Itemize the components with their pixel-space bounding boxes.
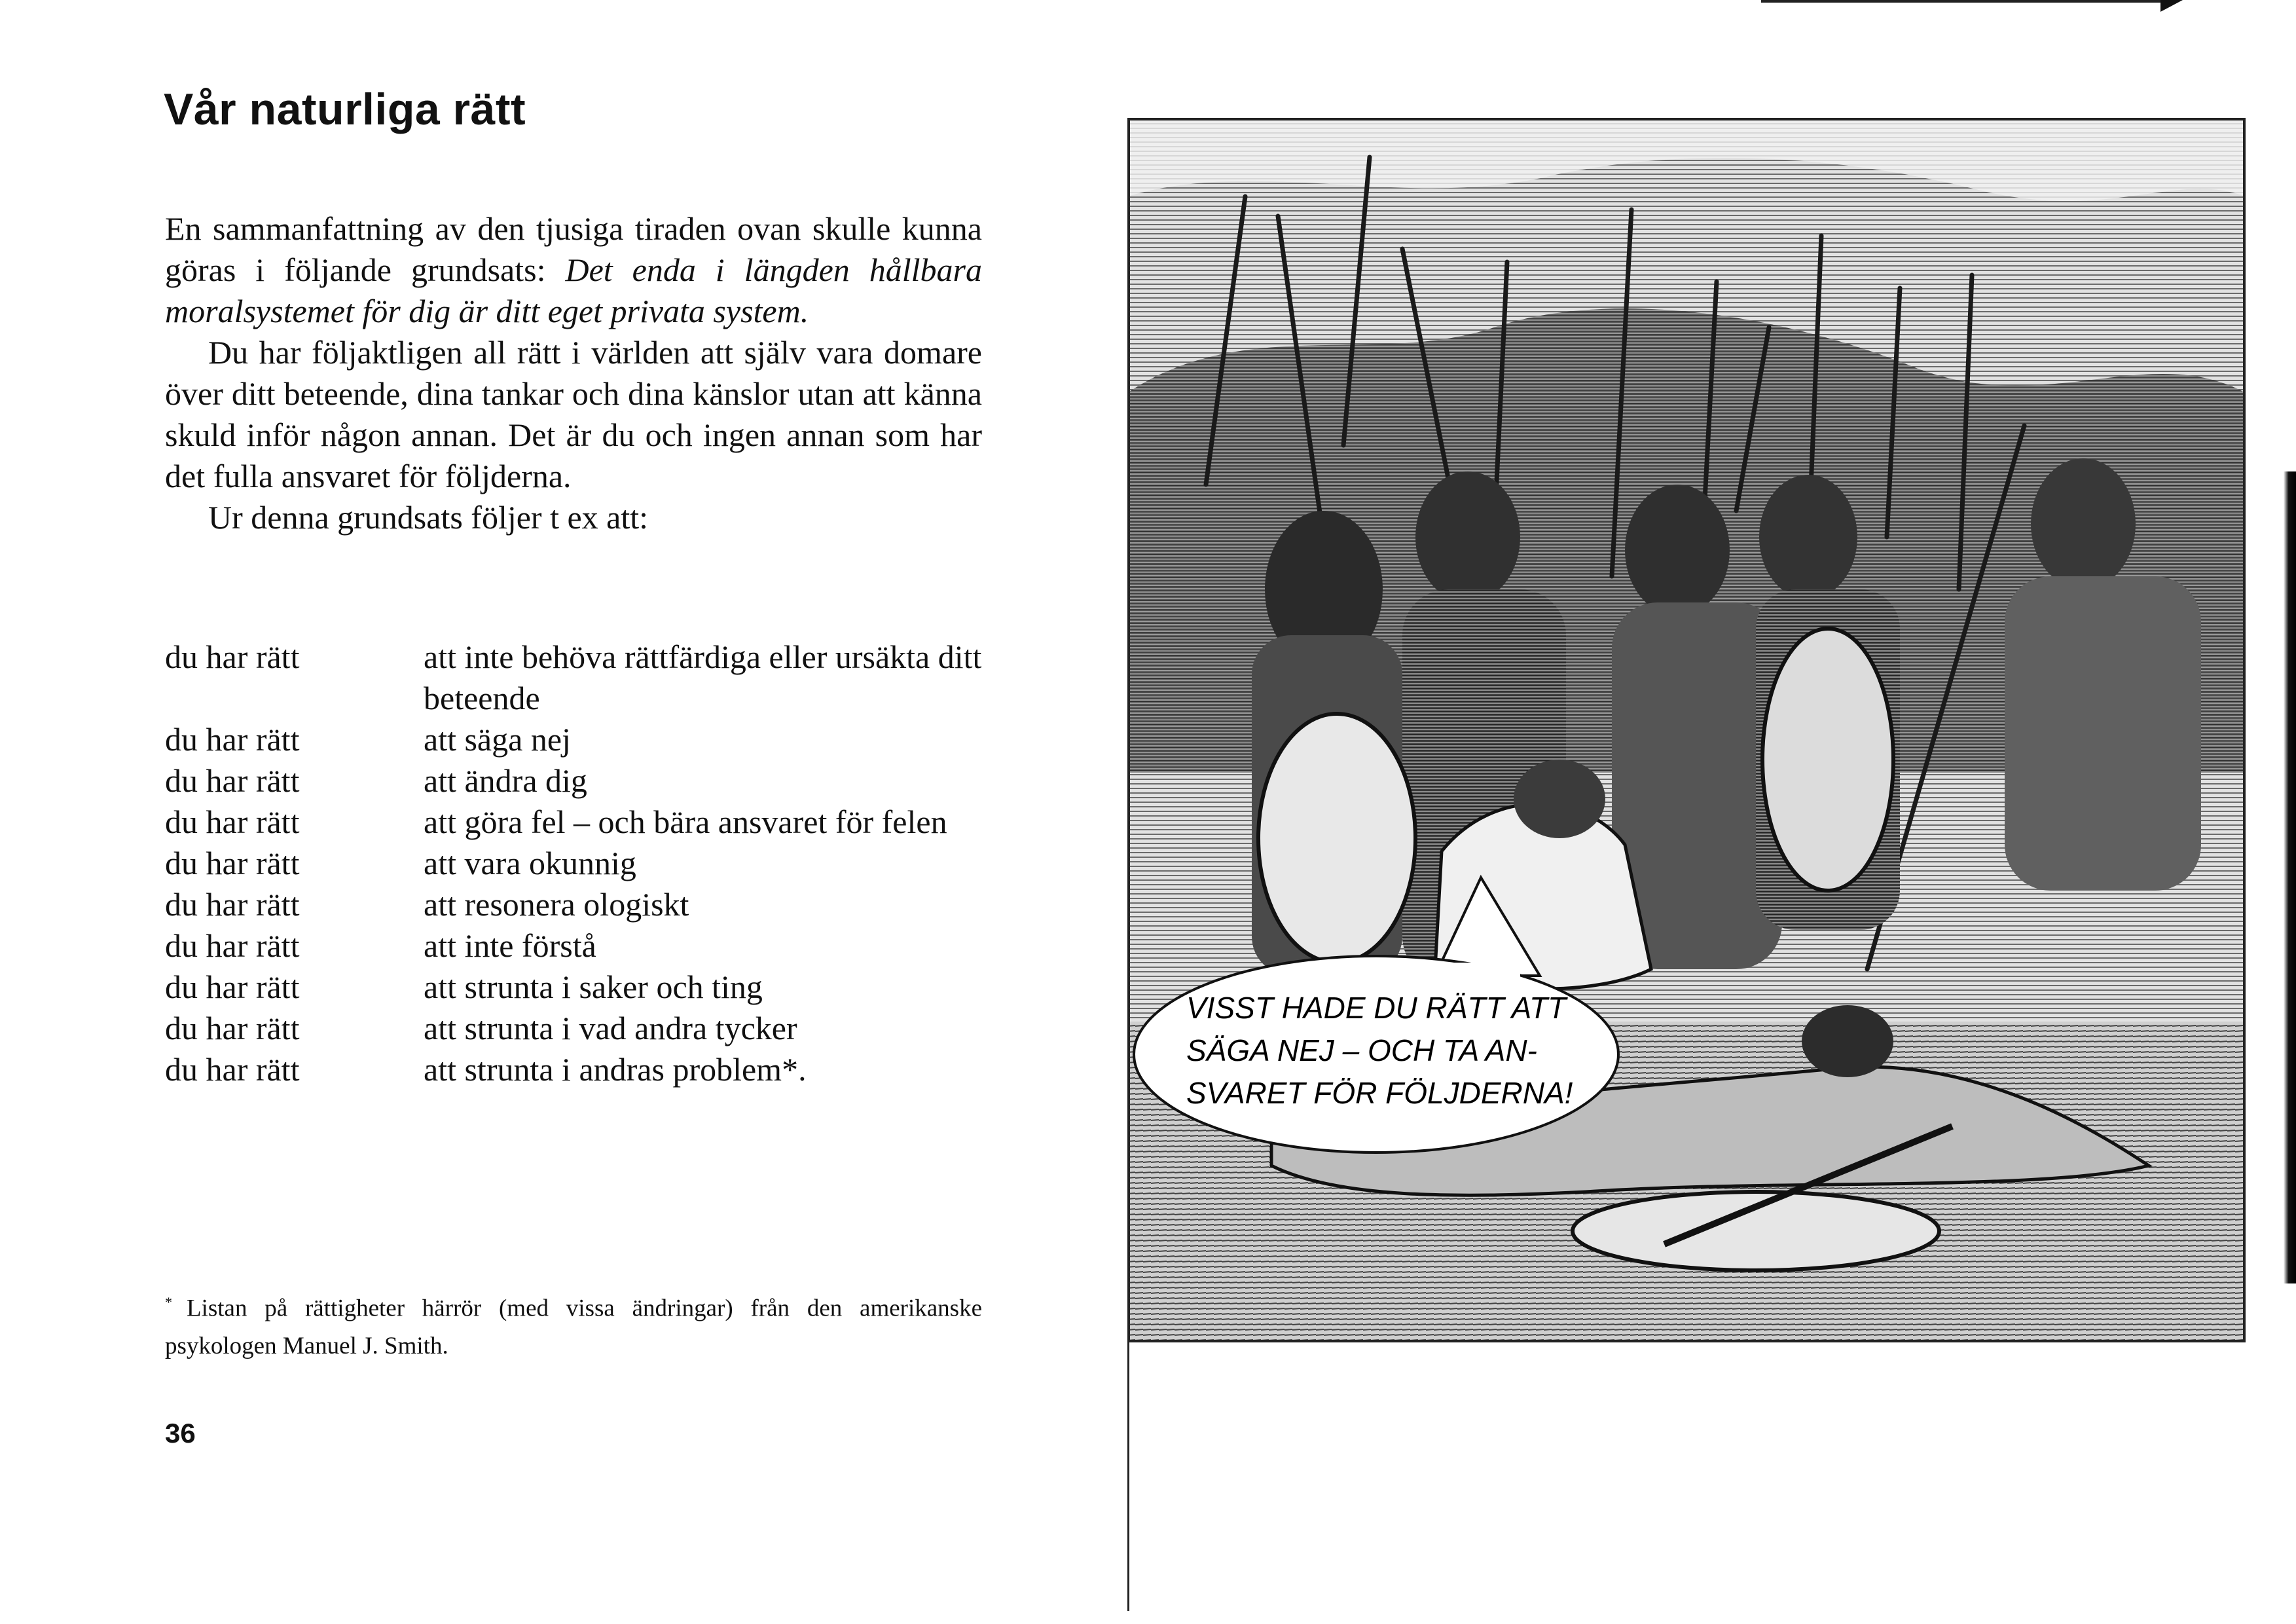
body-text [165,208,982,538]
right-text: att strunta i vad andra tycker [424,1010,797,1046]
list-item [165,884,982,925]
paragraph-summary-italic: Det enda i längden hållbara moralsystemet för dig är ditt eget privata system. [165,251,982,329]
right-text: att göra fel – och bära ansvaret för felen [424,803,947,840]
paragraph-rights: Du har följaktligen all rätt i världen att själv vara domare över ditt beteende, dina tankar och dina känslor utan att känna skuld inför någon annan. Det är du och ingen annan som har det fulla ansvaret för följderna. [165,334,982,494]
left-page [0,0,1126,1624]
list-item [165,802,982,843]
right-head: du har rätt [165,886,300,923]
right-head: du har rätt [165,638,300,675]
footnote [165,1283,982,1365]
paragraph-summary [165,208,982,332]
right-head: du har rätt [165,803,300,840]
speech-bubble-line-1: VISST HADE DU RÄTT ATT [1186,991,1567,1025]
engraving-warrior-head [1514,760,1605,838]
speech-bubble-line-2: SÄGA NEJ – OCH TA AN- [1186,1033,1537,1067]
list-item [165,967,982,1008]
right-head: du har rätt [165,1051,300,1088]
right-head: du har rätt [165,845,300,881]
page-number: 36 [165,1418,196,1449]
right-text: att inte behöva rättfärdiga eller ursäkta ditt beteende [424,638,982,716]
right-text: att vara okunnig [424,845,636,881]
engraving-illustration [1127,118,2246,1342]
right-head: du har rätt [165,762,300,799]
right-head: du har rätt [165,1010,300,1046]
right-text: att resonera ologiskt [424,886,689,923]
engraving-fallen-head [1802,1005,1893,1077]
footnote-text: Listan på rättigheter härrör (med vissa ändringar) från den amerikanske psykologen Manuel J. Smith. [165,1295,982,1360]
list-item [165,1049,982,1090]
engraving-shield-center [1762,629,1893,891]
list-item [165,843,982,884]
right-text: att strunta i andras problem*. [424,1051,807,1088]
engraving-shield-left [1258,714,1415,963]
speech-bubble-line-3: SVARET FÖR FÖLJDERNA! [1186,1076,1573,1110]
list-item [165,719,982,760]
right-text: att säga nej [424,721,571,758]
right-text: att strunta i saker och ting [424,969,763,1005]
list-item [165,925,982,967]
right-head: du har rätt [165,721,300,758]
right-text: att inte förstå [424,927,596,964]
list-item [165,1008,982,1049]
right-head: du har rätt [165,927,300,964]
right-text: att ändra dig [424,762,587,799]
page-title: Vår naturliga rätt [164,84,526,134]
footnote-mark: * [165,1294,172,1310]
list-item [165,637,982,719]
paragraph-principle: Ur denna grundsats följer t ex att: [208,499,649,536]
right-head: du har rätt [165,969,300,1005]
paragraph-summary-plain: En sammanfattning av den tjusiga tiraden ovan skulle kunna göras i följande grundsats: [165,210,982,288]
rights-list [165,637,982,1090]
list-item [165,760,982,802]
